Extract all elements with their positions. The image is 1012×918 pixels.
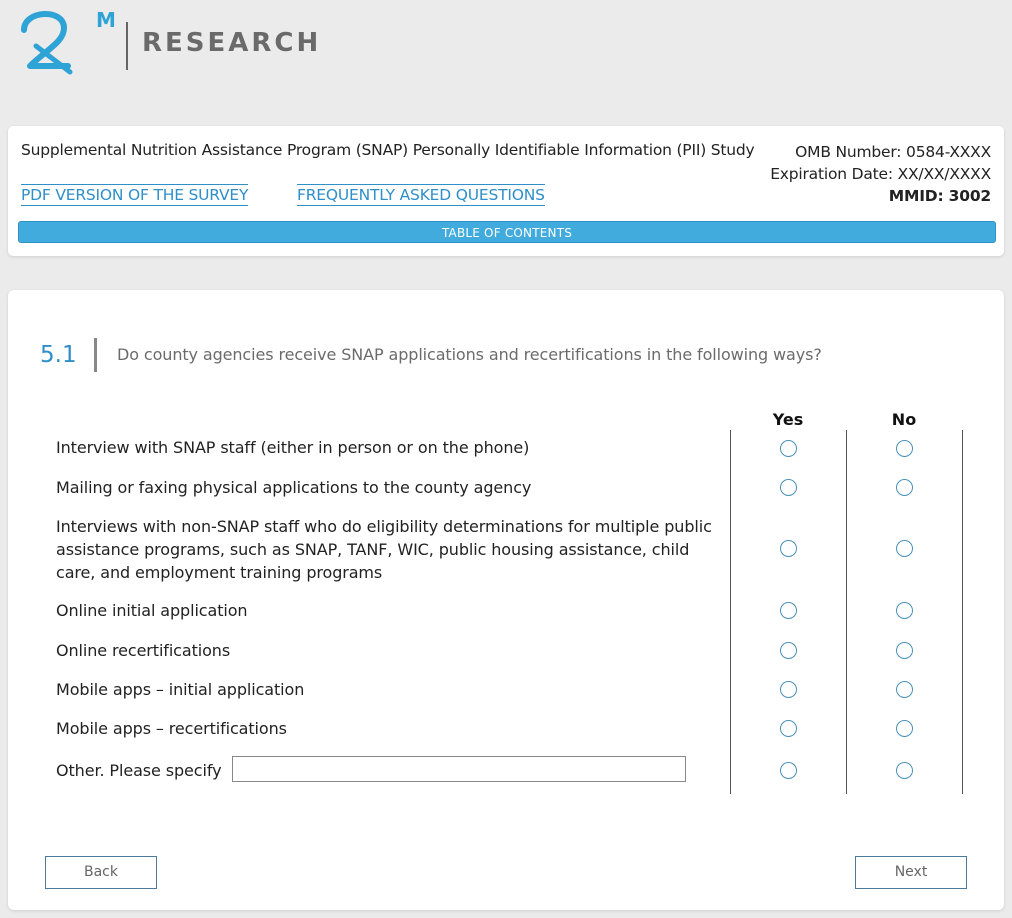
radio-yes-other[interactable] [780, 762, 797, 779]
question-card [8, 290, 1004, 910]
question-divider [94, 338, 97, 372]
radio-yes-online-initial[interactable] [780, 602, 797, 619]
radio-no-online-recert[interactable] [896, 642, 913, 659]
row-label-mobile-initial: Mobile apps – initial application [56, 680, 305, 699]
column-header-yes: Yes [772, 410, 804, 429]
question-text: Do county agencies receive SNAP applications and recertifications in the following ways? [117, 345, 822, 364]
next-button[interactable]: Next [855, 856, 967, 889]
radio-yes-mobile-recert[interactable] [780, 720, 797, 737]
radio-yes-online-recert[interactable] [780, 642, 797, 659]
grid-line [962, 430, 963, 794]
radio-yes-interview-snap-staff[interactable] [780, 440, 797, 457]
expiration-date: Expiration Date: XX/XX/XXXX [770, 165, 991, 183]
mmid: MMID: 3002 [888, 187, 991, 205]
radio-yes-mailing-faxing[interactable] [780, 479, 797, 496]
radio-yes-mobile-initial[interactable] [780, 681, 797, 698]
company-logo [18, 6, 322, 76]
back-button[interactable]: Back [45, 856, 157, 889]
row-label-online-recert: Online recertifications [56, 641, 231, 660]
study-title: Supplemental Nutrition Assistance Program (SNAP) Personally Identifiable Information (PII) Study [21, 141, 755, 159]
logo-mark-icon [18, 6, 94, 76]
radio-no-non-snap-staff[interactable] [896, 540, 913, 557]
radio-no-mailing-faxing[interactable] [896, 479, 913, 496]
row-label-mobile-recert: Mobile apps – recertifications [56, 719, 287, 738]
radio-no-mobile-initial[interactable] [896, 681, 913, 698]
logo-wordmark: RESEARCH [142, 28, 322, 58]
row-label-other: Other. Please specify [56, 761, 222, 780]
row-label-non-snap-staff: Interviews with non-SNAP staff who do eligibility determinations for multiple public assistance programs, such as SNAP, TANF, WIC, public housing assistance, child care, and employment training programs [56, 517, 712, 582]
pdf-version-link[interactable]: PDF VERSION OF THE SURVEY [21, 186, 249, 204]
column-header-no: No [891, 410, 917, 429]
faq-link[interactable]: FREQUENTLY ASKED QUESTIONS [297, 186, 545, 204]
radio-no-other[interactable] [896, 762, 913, 779]
logo-superscript: M [96, 8, 116, 32]
row-label-online-initial: Online initial application [56, 601, 248, 620]
table-of-contents-button[interactable]: TABLE OF CONTENTS [18, 221, 996, 243]
radio-no-interview-snap-staff[interactable] [896, 440, 913, 457]
survey-header [8, 126, 1004, 256]
radio-no-online-initial[interactable] [896, 602, 913, 619]
radio-no-mobile-recert[interactable] [896, 720, 913, 737]
row-label-interview-snap-staff: Interview with SNAP staff (either in person or on the phone) [56, 438, 530, 457]
omb-number: OMB Number: 0584-XXXX [795, 143, 991, 161]
grid-line [846, 430, 847, 794]
question-number: 5.1 [40, 342, 77, 368]
radio-yes-non-snap-staff[interactable] [780, 540, 797, 557]
omb-info [770, 141, 991, 207]
row-label-mailing-faxing: Mailing or faxing physical applications to the county agency [56, 478, 532, 497]
logo-divider [126, 22, 128, 70]
grid-line [730, 430, 731, 794]
other-specify-input[interactable] [232, 756, 686, 782]
